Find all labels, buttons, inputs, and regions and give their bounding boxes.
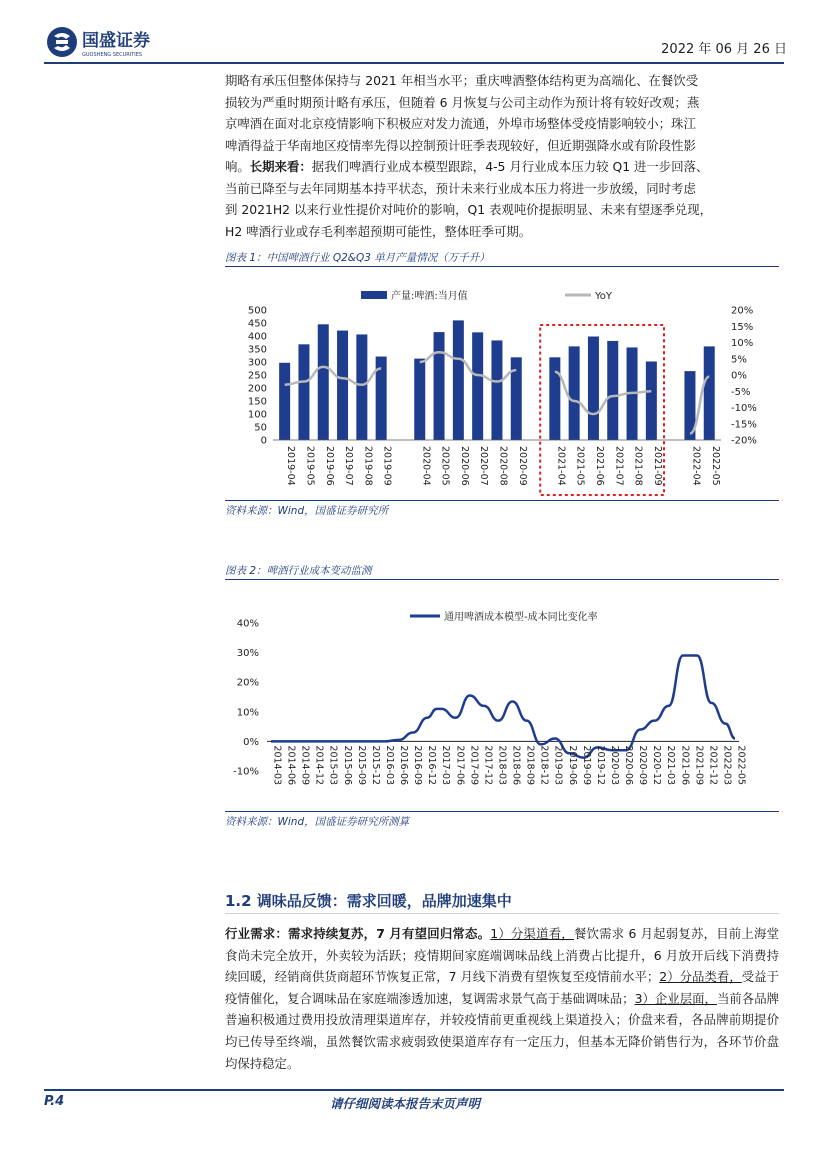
x-tick-label: 2017-12 xyxy=(482,745,494,786)
x-tick-label: 2019-09 xyxy=(381,446,393,486)
x-tick-label: 2019-06 xyxy=(323,446,335,486)
x-tick-label: 2016-12 xyxy=(426,745,438,786)
left-tick-label: 250 xyxy=(247,370,267,382)
figure2-caption: 图表 2：啤酒行业成本变动监测 xyxy=(225,565,372,577)
left-tick-label: 0 xyxy=(260,435,267,447)
production-bar xyxy=(704,346,715,440)
right-tick-label: -5% xyxy=(731,386,751,398)
x-tick-label: 2020-07 xyxy=(478,446,490,486)
x-tick-label: 2020-08 xyxy=(497,446,509,486)
x-tick-label: 2016-03 xyxy=(383,745,395,786)
page-number: P.4 xyxy=(44,1094,65,1109)
x-tick-label: 2020-09 xyxy=(637,745,649,786)
text-line: 期略有承压但整体保持与 2021 年相当水平；重庆啤酒整体结构更为高端化、在餐饮受 xyxy=(225,73,699,88)
company-logo xyxy=(44,22,174,62)
figure2-bottom-rule xyxy=(225,811,779,812)
x-tick-label: 2021-09 xyxy=(651,446,663,486)
subhead-company: 3）企业层面， xyxy=(634,990,717,1006)
production-bar-chart xyxy=(225,270,779,498)
figure1-bottom-rule xyxy=(225,500,779,501)
production-bar xyxy=(646,361,657,440)
x-tick-label: 2020-04 xyxy=(420,446,432,486)
x-tick-label: 2022-05 xyxy=(735,745,747,786)
production-bar xyxy=(549,357,560,440)
y-tick-label: 40% xyxy=(236,618,259,630)
x-tick-label: 2017-03 xyxy=(440,745,452,786)
text-line: 京啤酒在面对北京疫情影响下积极应对发力流通，外埠市场整体受疫情影响较小；珠江 xyxy=(225,116,696,131)
x-tick-label: 2019-12 xyxy=(594,745,606,786)
x-tick-label: 2019-09 xyxy=(580,745,592,786)
brand-subtitle: GUOSHENG SECURITIES xyxy=(82,52,143,58)
production-bar xyxy=(298,344,309,440)
lead-bold: 行业需求：需求持续复苏，7 月有望回归常态。 xyxy=(225,926,491,941)
text-category: 受益于疫情催化，复合调味品在家庭端渗透加速，复调需求景气高于基础调味品； xyxy=(225,969,779,1006)
figure1-source: 资料来源：Wind，国盛证券研究所 xyxy=(225,505,389,517)
header-divider xyxy=(44,62,784,64)
x-tick-label: 2021-06 xyxy=(679,745,691,786)
left-tick-label: 350 xyxy=(247,344,267,356)
left-tick-label: 50 xyxy=(254,422,267,434)
production-bar xyxy=(472,332,483,440)
x-tick-label: 2020-03 xyxy=(608,745,620,786)
x-tick-label: 2021-05 xyxy=(574,446,586,486)
text-line: 响。长期来看：据我们啤酒行业成本模型跟踪，4-5 月行业成本压力较 Q1 进一步回落、 xyxy=(225,159,709,174)
x-tick-label: 2015-12 xyxy=(369,745,381,786)
left-tick-label: 300 xyxy=(247,357,267,369)
production-bar xyxy=(356,334,367,440)
x-tick-label: 2021-09 xyxy=(693,745,705,786)
right-tick-label: 20% xyxy=(731,305,754,317)
report-date: 2022 年 06 月 26 日 xyxy=(661,42,787,57)
section-rule xyxy=(225,913,779,914)
x-tick-label: 2018-06 xyxy=(510,745,522,786)
y-tick-label: 20% xyxy=(236,677,259,689)
x-tick-label: 2020-06 xyxy=(458,446,470,486)
left-tick-label: 150 xyxy=(247,396,267,408)
x-tick-label: 2014-09 xyxy=(299,745,311,786)
x-tick-label: 2014-03 xyxy=(271,745,283,786)
x-tick-label: 2019-05 xyxy=(304,446,316,486)
text-company: 当前各品牌普遍积极通过费用投放清理渠道库存，并较疫情前更重视线上渠道投入；价盘来看，各品牌前期提价均已传导至终端，虽然餐饮需求疲弱致使渠道库存有一定压力，但基本无降价销售行为，各环节价盘均保持稳定。 xyxy=(225,990,780,1071)
intro-paragraph xyxy=(225,70,779,242)
figure2-top-rule xyxy=(225,579,779,580)
cost-series-line xyxy=(271,656,735,758)
x-tick-label: 2021-06 xyxy=(593,446,605,486)
x-tick-label: 2020-09 xyxy=(516,446,528,486)
y-tick-label: 10% xyxy=(236,707,259,719)
text-line: H2 啤酒行业或存毛利率超预期可能性，整体旺季可期。 xyxy=(225,223,532,239)
x-tick-label: 2020-05 xyxy=(439,446,451,486)
x-tick-label: 2021-12 xyxy=(707,745,719,786)
x-tick-label: 2019-08 xyxy=(362,446,374,486)
right-tick-label: -20% xyxy=(731,435,757,447)
text-line: 啤酒得益于华南地区疫情率先得以控制预计旺季表现较好，但近期强降水或有阶段性影 xyxy=(225,137,696,153)
x-tick-label: 2022-04 xyxy=(690,446,702,486)
subhead-channel: 1）分渠道看， xyxy=(490,926,574,941)
right-tick-label: -15% xyxy=(731,419,757,431)
x-tick-label: 2021-07 xyxy=(613,446,625,486)
left-tick-label: 500 xyxy=(247,305,267,317)
production-bar xyxy=(453,320,464,440)
production-bar xyxy=(588,337,599,440)
figure1-caption: 图表 1：中国啤酒行业 Q2&Q3 单月产量情况（万千升） xyxy=(225,252,490,264)
production-bar xyxy=(414,359,425,440)
cost-line-chart xyxy=(225,583,779,809)
x-tick-label: 2018-03 xyxy=(496,745,508,786)
x-tick-label: 2019-06 xyxy=(566,745,578,786)
right-tick-label: 5% xyxy=(731,354,747,366)
x-tick-label: 2019-03 xyxy=(552,745,564,786)
brand-name: 国盛证券 xyxy=(82,31,150,51)
y-tick-label: -10% xyxy=(233,766,259,778)
left-tick-label: 400 xyxy=(247,331,267,343)
legend-bar-swatch xyxy=(361,291,387,299)
x-tick-label: 2018-09 xyxy=(524,745,536,786)
right-tick-label: -10% xyxy=(731,403,757,414)
production-bar xyxy=(569,346,580,440)
y-tick-label: 30% xyxy=(236,648,259,660)
right-tick-label: 0% xyxy=(731,370,747,382)
left-tick-label: 450 xyxy=(247,318,267,330)
y-tick-label: 0% xyxy=(243,736,259,748)
production-bar xyxy=(279,363,290,440)
legend-bar-label: 产量:啤酒:当月值 xyxy=(391,291,468,302)
x-tick-label: 2018-12 xyxy=(538,745,550,786)
right-tick-label: 15% xyxy=(731,321,754,333)
production-bar xyxy=(607,341,618,440)
x-tick-label: 2020-06 xyxy=(623,745,635,786)
production-bar xyxy=(318,324,329,440)
left-tick-label: 200 xyxy=(247,383,267,395)
disclaimer-note: 请仔细阅读本报告末页声明 xyxy=(330,1096,481,1111)
subhead-category: 2）分品类看， xyxy=(659,969,742,985)
figure1-top-rule xyxy=(225,266,779,267)
x-tick-label: 2017-09 xyxy=(468,745,480,786)
x-tick-label: 2020-12 xyxy=(651,745,663,786)
body-paragraph xyxy=(225,923,779,1074)
x-tick-label: 2021-08 xyxy=(632,446,644,486)
text-line: 当前已降至与去年同期基本持平状态，预计未来行业成本压力将进一步放缓，同时考虑 xyxy=(225,180,696,196)
x-tick-label: 2022-03 xyxy=(721,745,733,786)
text-line: 损较为严重时期预计略有承压，但随着 6 月恢复与公司主动作为预计将有较好改观；燕 xyxy=(225,94,700,110)
right-tick-label: 10% xyxy=(731,338,754,349)
legend-label: 通用啤酒成本模型-成本同比变化率 xyxy=(444,612,598,623)
left-tick-label: 100 xyxy=(247,409,267,421)
x-tick-label: 2021-04 xyxy=(555,446,567,486)
x-tick-label: 2019-07 xyxy=(343,446,355,486)
text-channel: 餐饮需求 6 月起弱复苏，目前上海堂食尚未完全放开，外卖较为活跃；疫情期间家庭端调味品线上消费占比提升，6 月放开后线下消费持续回暖，经销商供货商超环节恢复正常，7 月线下消费有望恢复至疫情前水平； xyxy=(225,926,780,985)
x-tick-label: 2021-03 xyxy=(665,745,677,786)
production-bar xyxy=(491,340,502,440)
section-title: 1.2 调味品反馈：需求回暖，品牌加速集中 xyxy=(225,892,512,910)
legend-line-label: YoY xyxy=(595,291,613,302)
production-bar xyxy=(337,331,348,440)
x-tick-label: 2016-09 xyxy=(412,745,424,786)
x-tick-label: 2015-06 xyxy=(341,745,353,786)
x-tick-label: 2015-09 xyxy=(355,745,367,786)
production-bar xyxy=(434,332,445,440)
x-tick-label: 2017-06 xyxy=(454,745,466,786)
x-tick-label: 2015-03 xyxy=(327,745,339,786)
x-tick-label: 2016-06 xyxy=(398,745,410,786)
figure2-source: 资料来源：Wind，国盛证券研究所测算 xyxy=(225,816,410,828)
text-line: 到 2021H2 以来行业性提价对吨价的影响，Q1 表观吨价提振明显、未来有望逐季兑现， xyxy=(225,202,713,217)
footer-divider xyxy=(44,1089,784,1091)
x-tick-label: 2014-12 xyxy=(313,745,325,786)
x-tick-label: 2019-04 xyxy=(285,446,297,486)
x-tick-label: 2022-05 xyxy=(709,446,721,486)
x-tick-label: 2014-06 xyxy=(285,745,297,786)
